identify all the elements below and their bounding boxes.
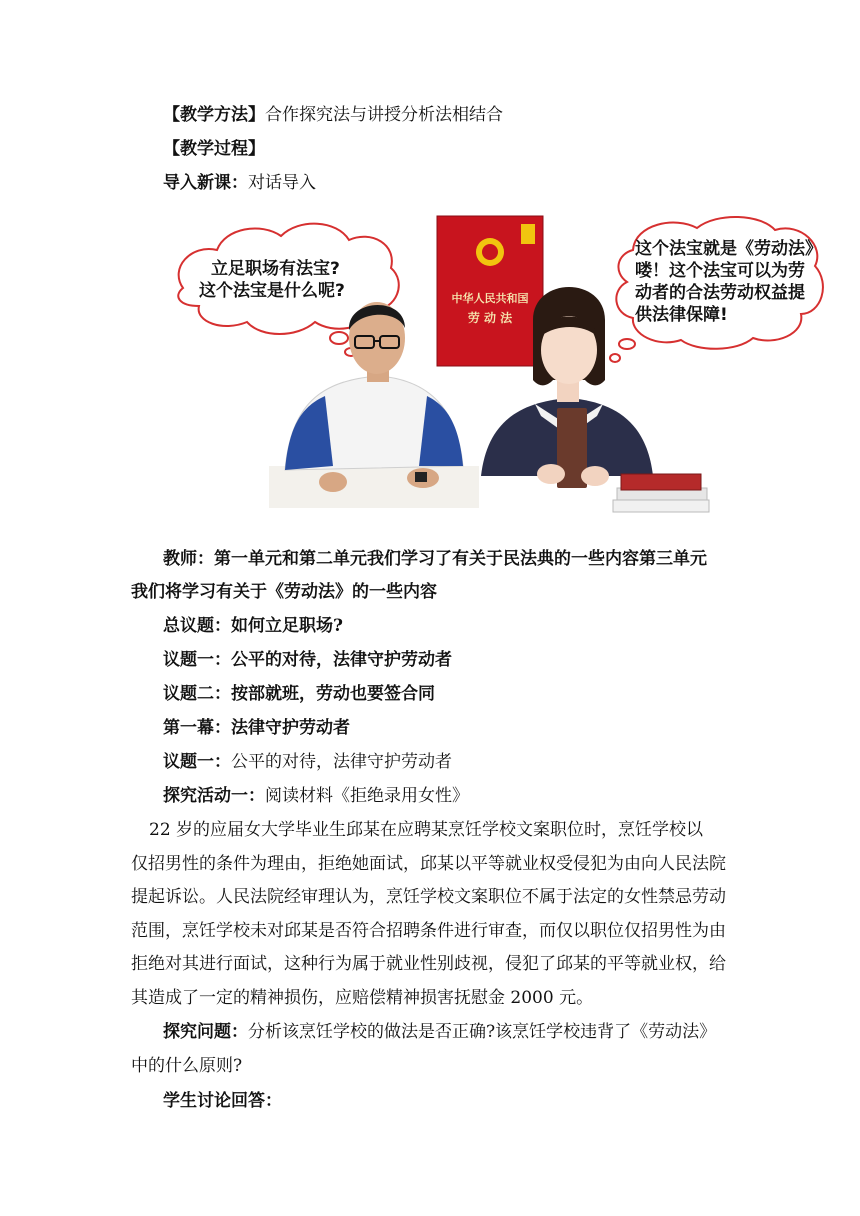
- topic-one: 议题一：公平的对待，法律守护劳动者: [163, 650, 452, 670]
- right-thought-cloud: [610, 217, 823, 362]
- teacher-line-1: 教师：第一单元和第二单元我们学习了有关于民法典的一些内容第三单元: [163, 549, 707, 569]
- teacher-line-2: 我们将学习有关于《劳动法》的一些内容: [131, 582, 437, 602]
- book-subtitle: 劳 动 法: [467, 311, 513, 325]
- topic-one-repeat: [163, 751, 452, 773]
- teaching-method-label: 【教学方法】: [163, 105, 265, 125]
- topic-one-repeat-text: 公平的对待，法律守护劳动者: [231, 752, 452, 772]
- question-line-1: [163, 1021, 716, 1043]
- right-bubble-line-2: 喽！这个法宝可以为劳: [635, 261, 805, 281]
- teaching-method-line: [163, 104, 503, 126]
- case-line-1: 22 岁的应届女大学毕业生邱某在应聘某烹饪学校文案职位时，烹饪学校以: [149, 820, 704, 840]
- act-one-heading: 第一幕：法律守护劳动者: [163, 718, 350, 738]
- left-bubble-line-2: 这个法宝是什么呢?: [199, 281, 345, 301]
- labor-law-book: [437, 216, 543, 366]
- case-line-4: 范围，烹饪学校未对邱某是否符合招聘条件进行审查，而仅以职位仅招男性为由: [131, 920, 726, 941]
- overall-topic: 总议题：如何立足职场?: [163, 616, 343, 636]
- case-line-2: 仅招男性的条件为理由，拒绝她面试，邱某以平等就业权受侵犯为由向人民法院: [131, 853, 726, 874]
- activity-one-line: [163, 785, 469, 807]
- activity-one-text: 阅读材料《拒绝录用女性》: [265, 786, 469, 806]
- question-label: 探究问题：: [163, 1022, 248, 1042]
- case-line-3: 提起诉讼。人民法院经审理认为，烹饪学校文案职位不属于法定的女性禁忌劳动: [131, 887, 726, 907]
- right-bubble-line-3: 动者的合法劳动权益提: [635, 283, 805, 303]
- question-text-1: 分析该烹饪学校的做法是否正确?该烹饪学校违背了《劳动法》: [248, 1022, 717, 1042]
- book-title: 中华人民共和国: [451, 292, 529, 305]
- case-line-5: 拒绝对其进行面试，这种行为属于就业性别歧视，侵犯了邱某的平等就业权，给: [131, 954, 726, 974]
- teaching-method-text: 合作探究法与讲授分析法相结合: [265, 105, 503, 125]
- teaching-process-label: 【教学过程】: [163, 139, 265, 159]
- right-bubble-line-4: 供法律保障!: [635, 305, 728, 325]
- left-bubble-line-1: 立足职场有法宝?: [211, 259, 340, 279]
- question-line-2: 中的什么原则?: [131, 1056, 243, 1076]
- intro-line: [163, 172, 316, 194]
- case-line-6: 其造成了一定的精神损伤，应赔偿精神损害抚慰金 2000 元。: [131, 987, 594, 1008]
- topic-two: 议题二：按部就班，劳动也要签合同: [163, 684, 435, 704]
- intro-label: 导入新课：: [163, 173, 248, 193]
- case-paragraph: [131, 814, 731, 1015]
- student-discussion-label: 学生讨论回答：: [163, 1091, 282, 1111]
- topic-one-repeat-label: 议题一：: [163, 752, 231, 772]
- intro-text: 对话导入: [248, 173, 316, 193]
- right-bubble-line-1: 这个法宝就是《劳动法》: [635, 239, 822, 259]
- dialogue-illustration: [165, 210, 825, 530]
- activity-one-label: 探究活动一：: [163, 786, 265, 806]
